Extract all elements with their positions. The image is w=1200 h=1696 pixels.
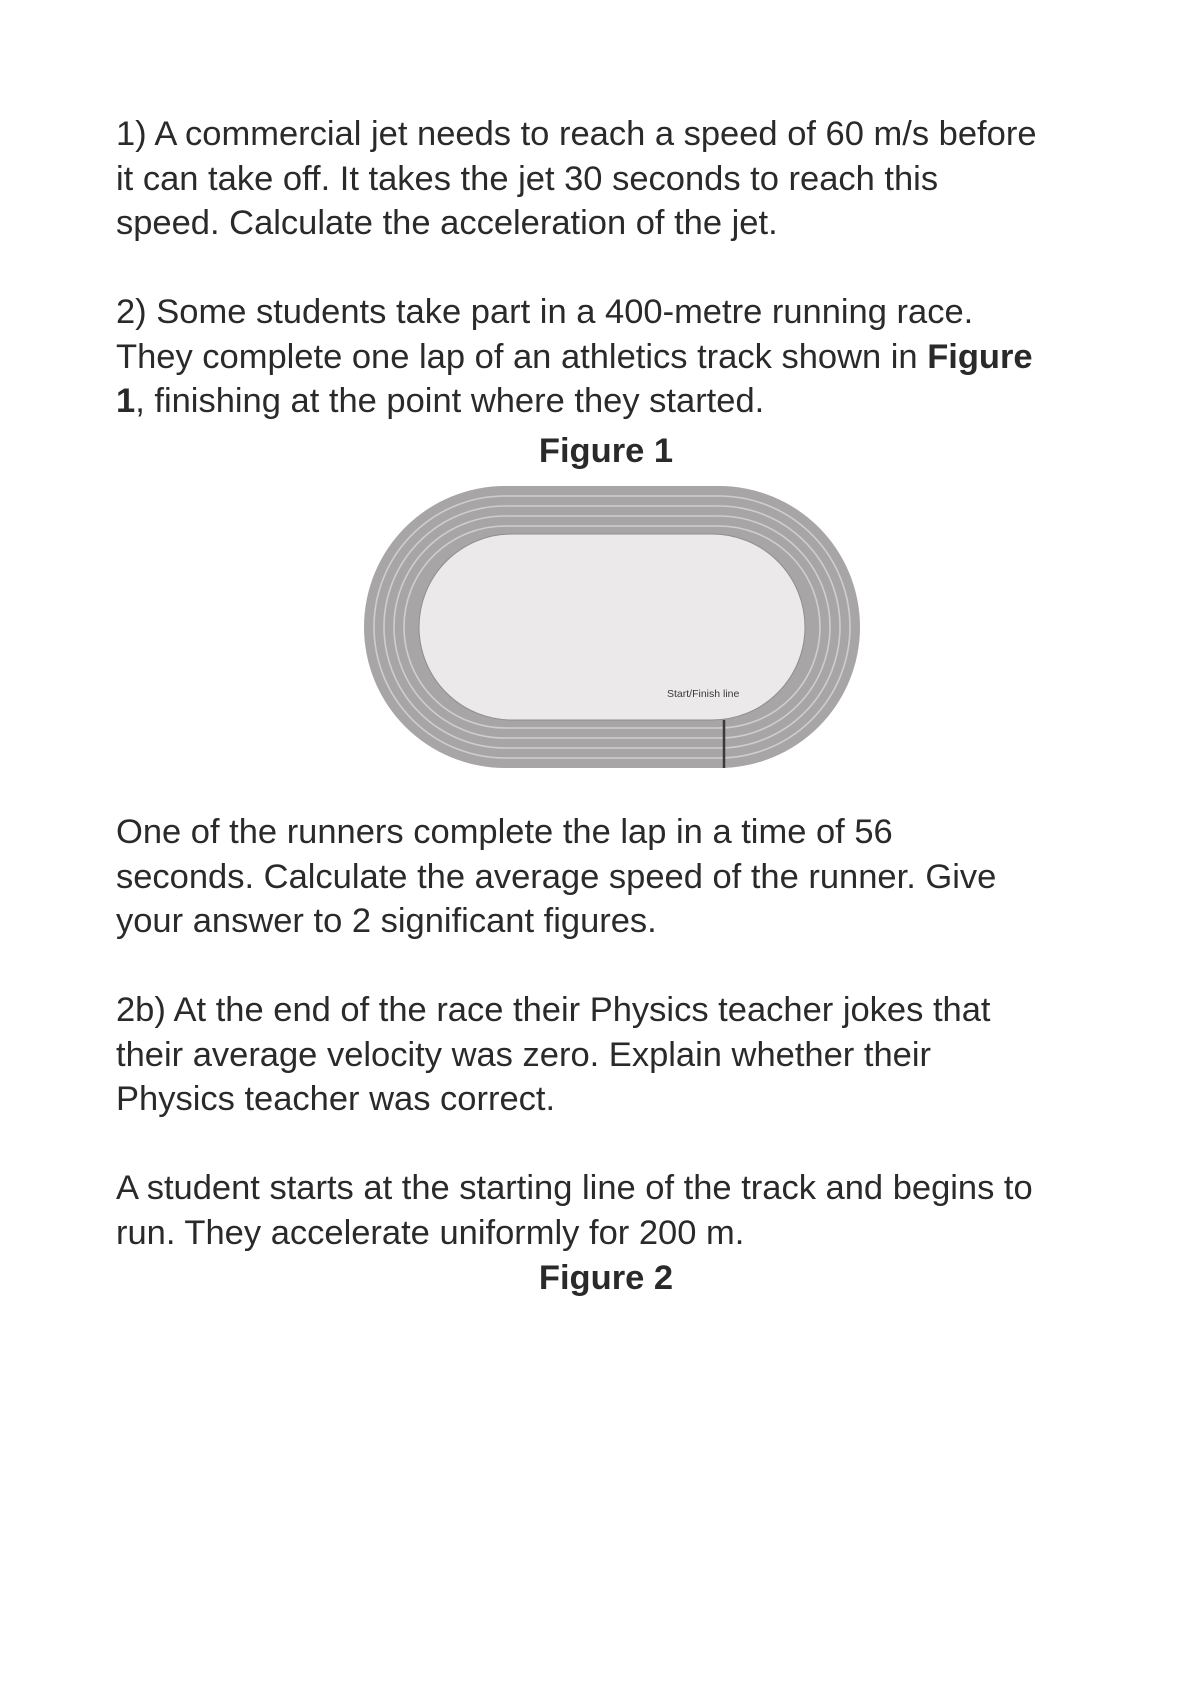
question-3-line-1: A student starts at the starting line of the track and begins to — [116, 1169, 1033, 1207]
question-2b-line-2: their average velocity was zero. Explain whether their — [116, 1035, 931, 1074]
question-2-line-1: 2) Some students take part in a 400-metre running race. — [116, 293, 974, 331]
question-2-line-2 — [116, 335, 1116, 380]
running-track-figure — [362, 484, 862, 770]
question-2a-line-1: One of the runners complete the lap in a time of 56 — [116, 813, 893, 851]
figure-reference-word: Figure — [927, 337, 1033, 376]
question-2-line-3-text: , finishing at the point where they started. — [135, 382, 765, 420]
figure-2-caption: Figure 2 — [538, 1259, 674, 1297]
question-2b-line-1: 2b) At the end of the race their Physics teacher jokes that — [116, 991, 991, 1029]
question-2-line-3 — [116, 379, 1116, 424]
question-1-line-3: speed. Calculate the acceleration of the jet. — [116, 204, 778, 242]
worksheet-page-lower — [116, 810, 1116, 1255]
question-2a-line-3: your answer to 2 significant figures. — [116, 902, 657, 940]
figure-1-caption: Figure 1 — [538, 432, 674, 470]
worksheet-page — [116, 112, 1116, 424]
figure-1-caption-wrap — [116, 429, 1116, 474]
question-1 — [116, 112, 1116, 246]
start-finish-label: Start/Finish line — [667, 688, 740, 700]
question-2a — [116, 810, 1116, 944]
question-2b — [116, 988, 1116, 1122]
question-2-line-2-text: They complete one lap of an athletics track shown in — [116, 337, 928, 376]
question-2b-line-3: Physics teacher was correct. — [116, 1080, 556, 1118]
figure-2-caption-wrap — [116, 1256, 1116, 1301]
question-3 — [116, 1166, 1116, 1255]
figure-reference-number: 1 — [116, 382, 136, 420]
question-3-line-2: run. They accelerate uniformly for 200 m. — [116, 1213, 745, 1252]
question-1-line-2: it can take off. It takes the jet 30 seconds to reach this — [116, 159, 939, 198]
question-1-line-1: 1) A commercial jet needs to reach a speed of 60 m/s before — [116, 115, 1037, 153]
question-2 — [116, 290, 1116, 424]
question-2a-line-2: seconds. Calculate the average speed of the runner. Give — [116, 857, 997, 896]
track-infield — [419, 534, 805, 720]
